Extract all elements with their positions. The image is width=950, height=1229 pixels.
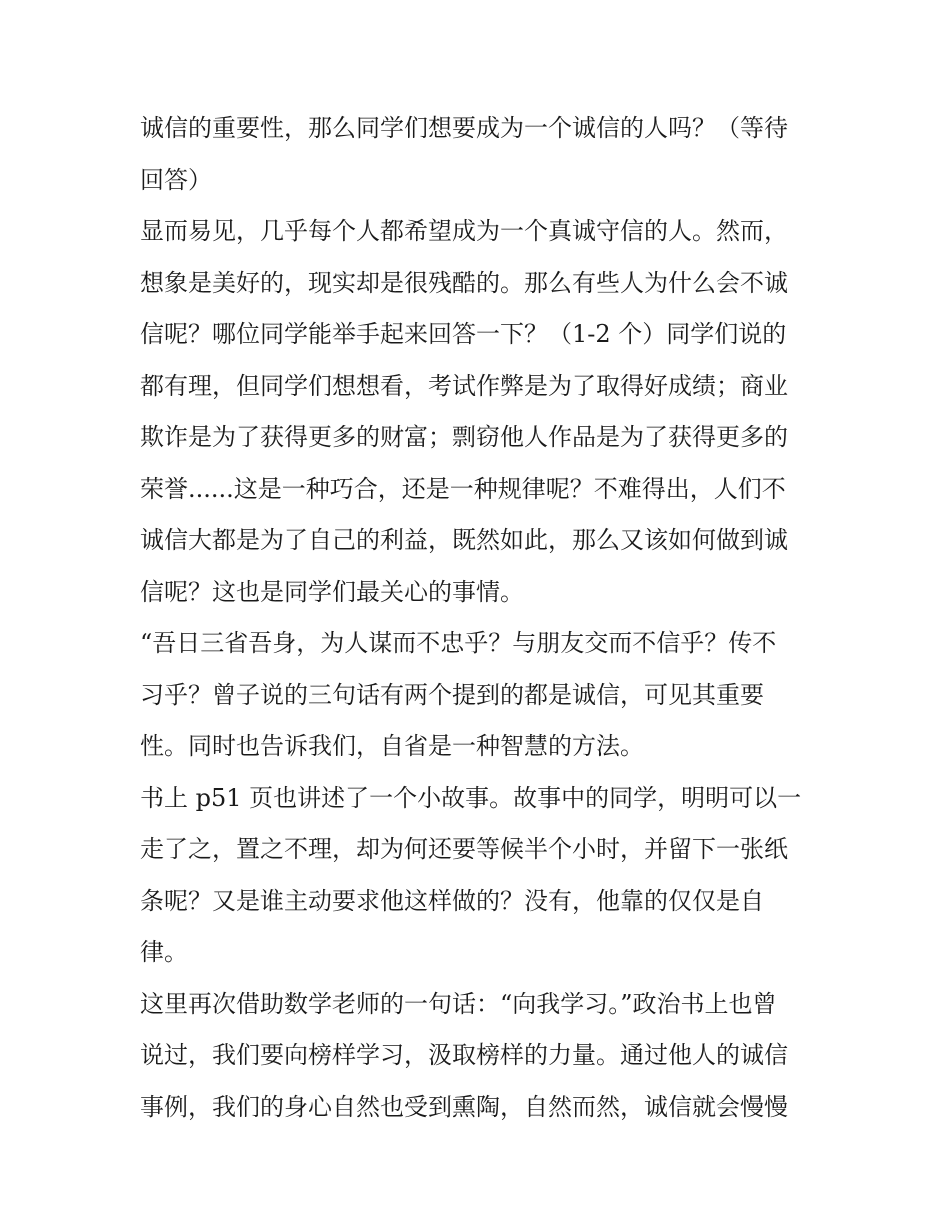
text-line: 都有理，但同学们想想看，考试作弊是为了取得好成绩；商业 (140, 371, 788, 400)
text-line: 回答） (140, 165, 212, 194)
text-line: 这里再次借助数学老师的一句话：“向我学习。”政治书上也曾 (140, 989, 777, 1018)
text-line: 诚信的重要性，那么同学们想要成为一个诚信的人吗？（等待 (140, 114, 788, 142)
text-line: 书上 p51 页也讲述了一个小故事。故事中的同学，明明可以一 (140, 783, 802, 812)
text-line: 走了之，置之不理，却为何还要等候半个小时，并留下一张纸 (140, 835, 788, 863)
text-line: 说过，我们要向榜样学习，汲取榜样的力量。通过他人的诚信 (140, 1041, 788, 1069)
text-line: 律。 (140, 938, 188, 966)
document-body (140, 103, 816, 1133)
text-line: 欺诈是为了获得更多的财富；剽窃他人作品是为了获得更多的 (140, 423, 788, 451)
text-line: 荣誉......这是一种巧合，还是一种规律呢？不难得出，人们不 (140, 474, 786, 503)
text-line: 信呢？哪位同学能举手起来回答一下？（1-2 个）同学们说的 (140, 320, 787, 348)
text-line: 信呢？这也是同学们最关心的事情。 (140, 577, 524, 606)
text-line: 诚信大都是为了自己的利益，既然如此，那么又该如何做到诚 (140, 526, 788, 554)
text-line: 习乎？曾子说的三句话有两个提到的都是诚信，可见其重要 (140, 680, 764, 709)
text-line: “吾日三省吾身，为人谋而不忠乎？与朋友交而不信乎？传不 (140, 629, 777, 657)
text-line: 条呢？又是谁主动要求他这样做的？没有，他靠的仅仅是自 (140, 886, 764, 915)
text-line: 性。同时也告诉我们，自省是一种智慧的方法。 (140, 732, 644, 760)
text-line: 想象是美好的，现实却是很残酷的。那么有些人为什么会不诚 (140, 268, 788, 297)
text-line: 显而易见，几乎每个人都希望成为一个真诚守信的人。然而， (140, 217, 788, 245)
text-line: 事例，我们的身心自然也受到熏陶，自然而然，诚信就会慢慢 (140, 1092, 788, 1121)
